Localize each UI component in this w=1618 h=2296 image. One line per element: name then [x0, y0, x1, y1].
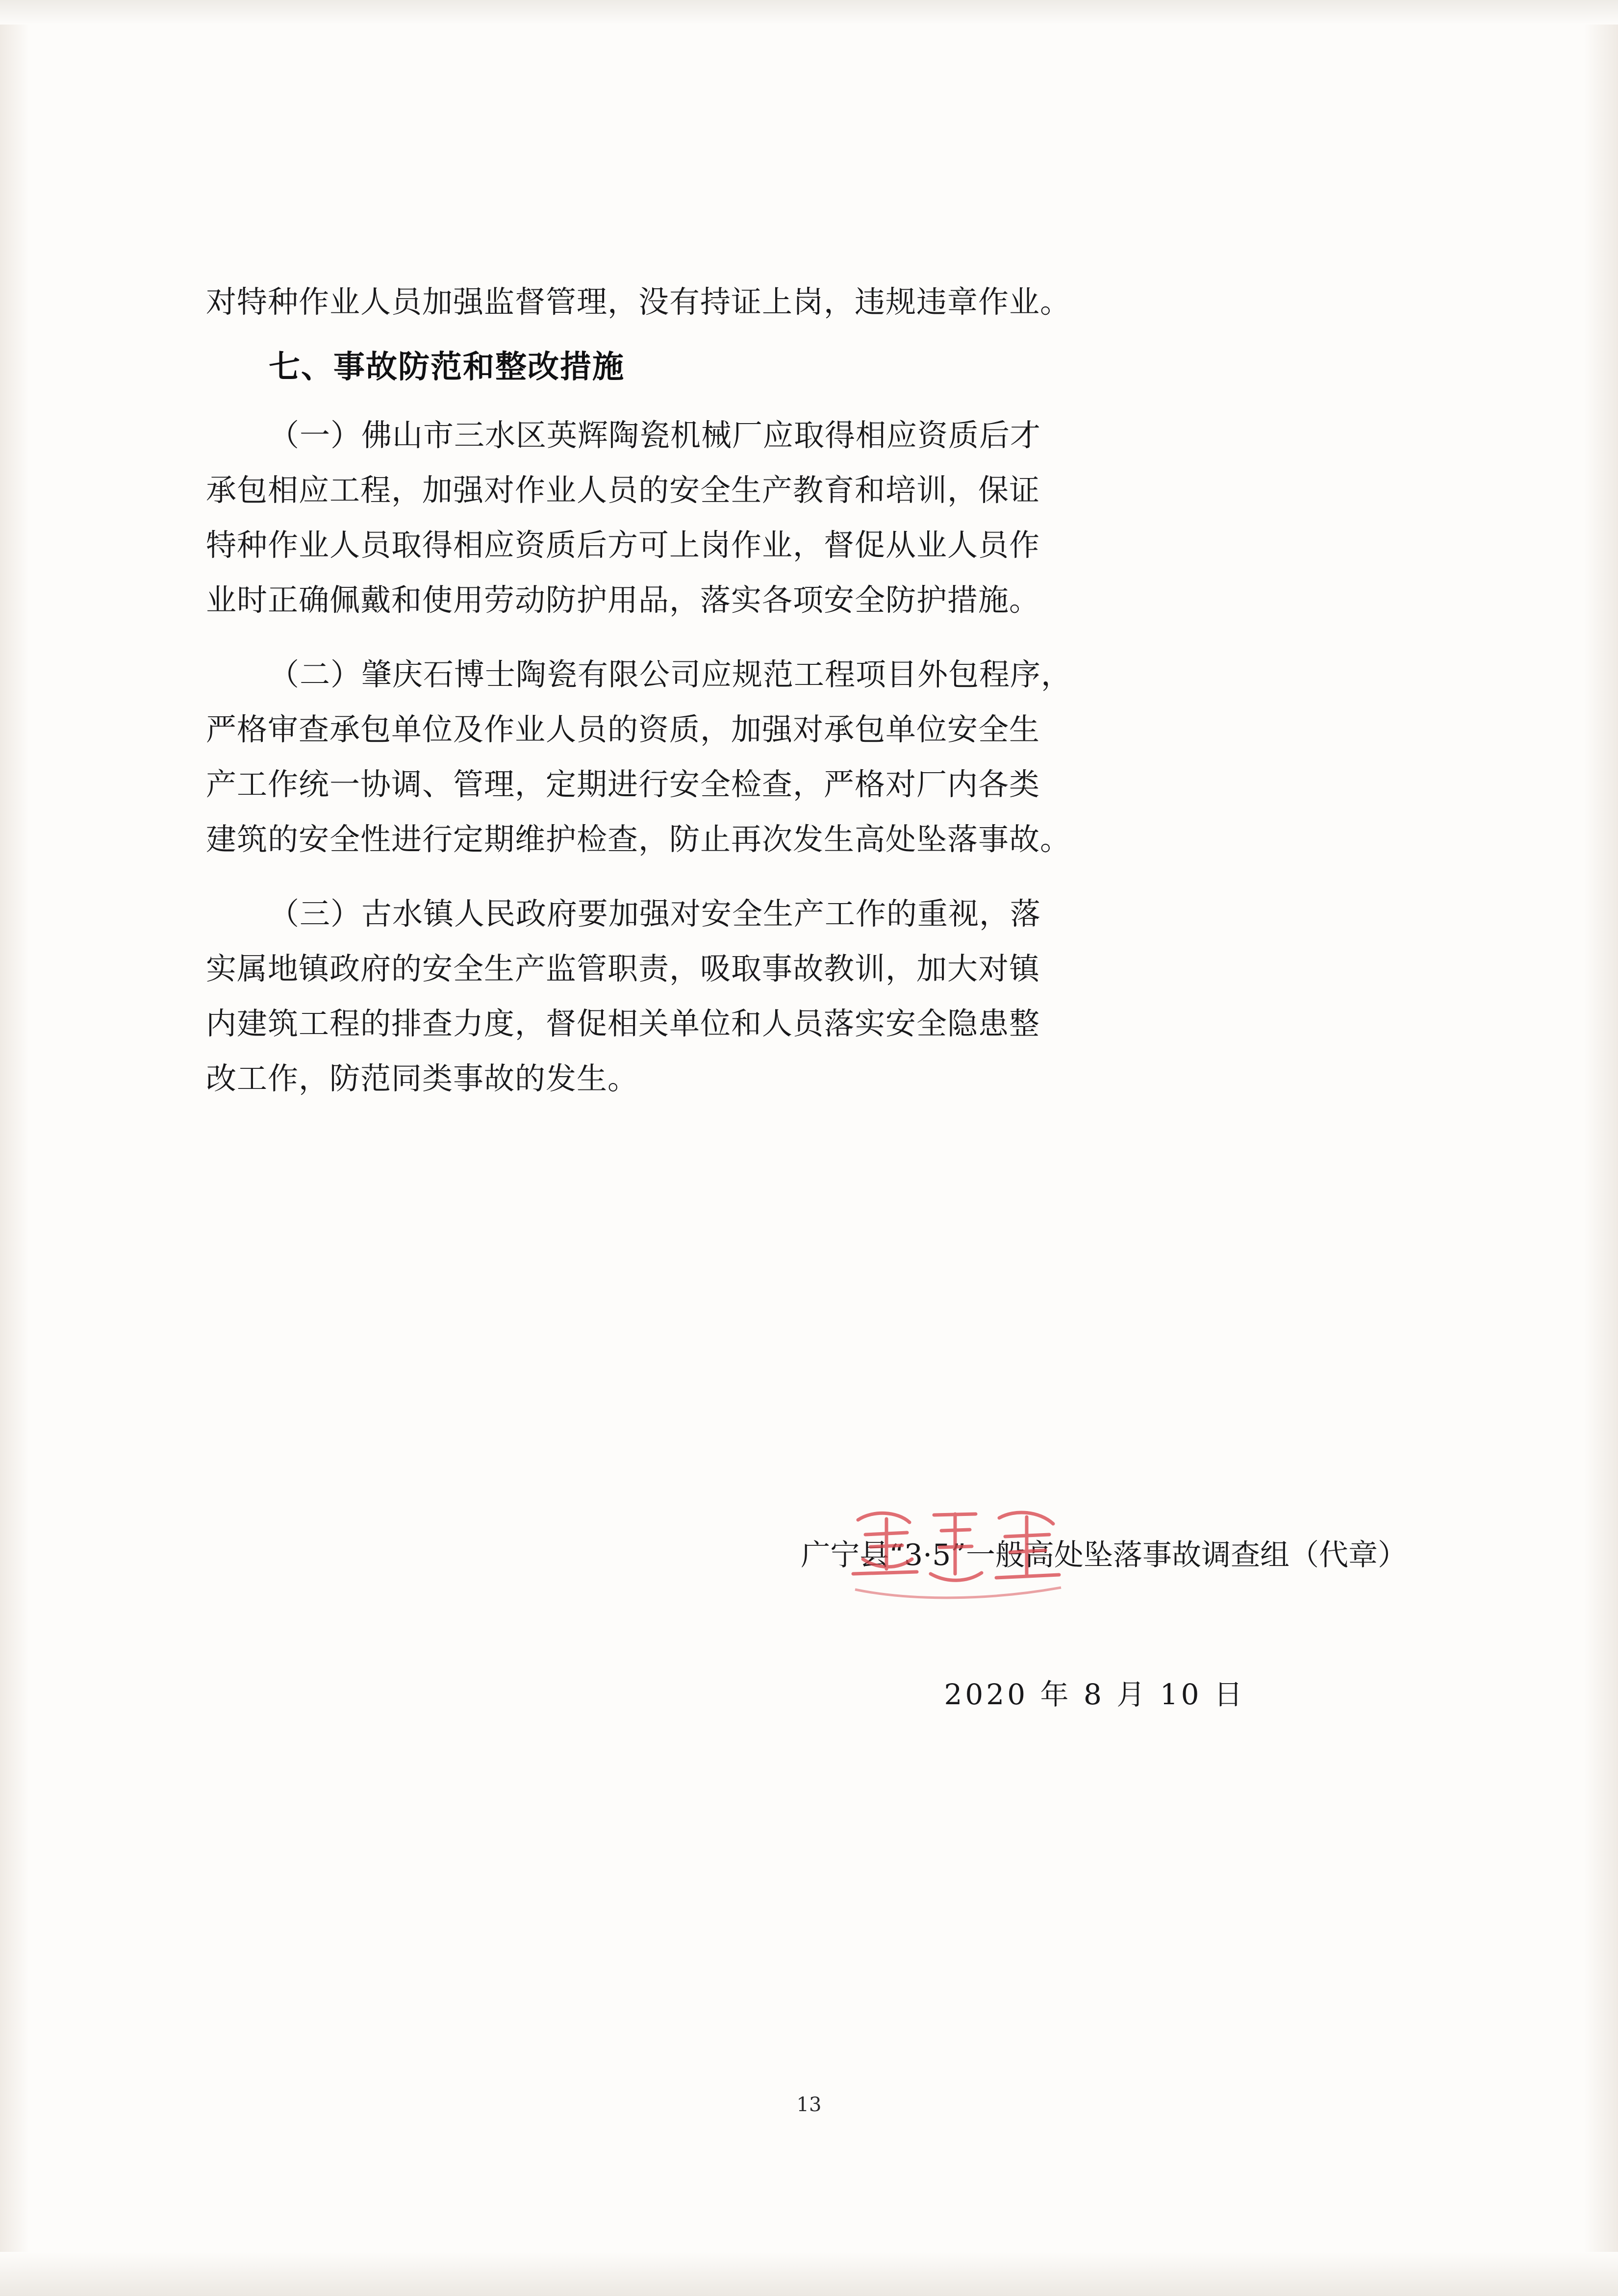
continued-paragraph-line: 对特种作业人员加强监督管理，没有持证上岗，违规违章作业。	[206, 284, 1071, 320]
document-body	[206, 275, 1422, 1106]
spacer	[206, 867, 1422, 883]
paragraph-line: 产工作统一协调、管理，定期进行安全检查，严格对厂内各类	[206, 766, 1040, 802]
page-number: 13	[796, 2094, 822, 2116]
paragraph-line: （三）古水镇人民政府要加强对安全生产工作的重视，落	[269, 896, 1041, 932]
paragraph-line: （一）佛山市三水区英辉陶瓷机械厂应取得相应资质后才	[269, 417, 1041, 453]
signature-block	[206, 1530, 1422, 1720]
paragraph-line: 建筑的安全性进行定期维护检查，防止再次发生高处坠落事故。	[206, 821, 1071, 857]
paragraph-line: 特种作业人员取得相应资质后方可上岗作业，督促从业人员作	[206, 527, 1040, 563]
paragraph-line: 改工作，防范同类事故的发生。	[206, 1060, 639, 1096]
spacer	[206, 628, 1422, 644]
paragraph-line: 实属地镇政府的安全生产监管职责，吸取事故教训，加大对镇	[206, 951, 1040, 986]
paragraph-item-1	[206, 408, 1422, 628]
paragraph-item-3	[206, 886, 1422, 1106]
paragraph-line: 内建筑工程的排查力度，督促相关单位和人员落实安全隐患整	[206, 1006, 1040, 1041]
paragraph-item-2	[206, 647, 1422, 867]
paragraph-line: （二）肇庆石博士陶瓷有限公司应规范工程项目外包程序，	[269, 656, 1072, 692]
page-edge-left	[0, 0, 29, 2296]
issuing-organization: 广宁县“3·5”一般高处坠落事故调查组（代章）	[801, 1538, 1407, 1572]
page-edge-top	[0, 0, 1618, 25]
paragraph-line: 业时正确佩戴和使用劳动防护用品，落实各项安全防护措施。	[206, 582, 1040, 618]
paragraph-line: 承包相应工程，加强对作业人员的安全生产教育和培训，保证	[206, 472, 1040, 508]
paragraph-line: 严格审查承包单位及作业人员的资质，加强对承包单位安全生	[206, 711, 1040, 747]
issue-date: 2020 年 8 月 10 日	[944, 1678, 1245, 1711]
spacer	[206, 329, 1422, 338]
page-edge-right	[1584, 0, 1618, 2296]
page-edge-bottom	[0, 2252, 1618, 2296]
spacer	[206, 396, 1422, 405]
section-heading: 七、事故防范和整改措施	[269, 349, 625, 385]
